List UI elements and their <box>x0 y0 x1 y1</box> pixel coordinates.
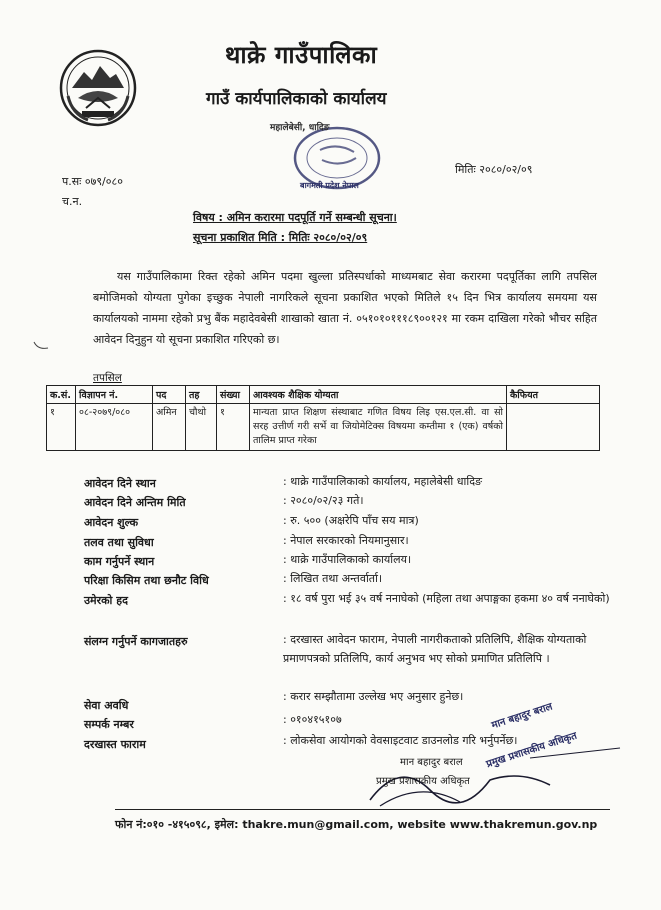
subject-line: विषय : अमिन करारमा पदपूर्ति गर्ने सम्बन्धी सूचना। <box>193 211 397 224</box>
detail-label-form: दरखास्त फाराम <box>84 738 146 751</box>
col-header-sn: क.सं. <box>47 386 76 404</box>
officer-name: मान बहादुर बराल <box>400 757 463 768</box>
detail-label-salary: तलव तथा सुविधा <box>84 536 154 549</box>
cell-qualification: मान्यता प्राप्त शिक्षण संस्थाबाट गणित विषय लिइ एस.एल.सी. वा सो सरह उत्तीर्ण गरी सर्भे वा जियोमेटिक्स विषयमा कम्तीमा १ (एक) वर्षको तालिम प्राप्त गरेका <box>250 404 507 451</box>
detail-value-age-limit: : १८ वर्ष पुरा भई ३५ वर्ष ननाघेको (महिला तथा अपाङ्गका हकमा ४० वर्ष ननाघेको) <box>283 592 610 605</box>
stamp-text-line2: बागमती प्रदेश नेपाल <box>300 181 359 190</box>
detail-label-documents: संलग्न गर्नुपर्ने कागजातहरु <box>84 635 188 648</box>
office-title: थाक्रे गाउँपालिका <box>225 41 378 69</box>
detail-value-exam-method: : लिखित तथा अन्तर्वार्ता। <box>283 572 383 585</box>
detail-label-contact: सम्पर्क नम्बर <box>84 718 134 731</box>
detail-label-exam-method: परिक्षा किसिम तथा छनौट विधि <box>84 574 209 587</box>
stamp-text-line1: महालेबेसी, धादिङ <box>270 123 330 133</box>
detail-label-service-period: सेवा अवधि <box>84 699 129 712</box>
col-header-remarks: कैफियत <box>507 386 600 404</box>
col-header-post: पद <box>153 386 186 404</box>
col-header-level: तह <box>186 386 217 404</box>
office-subtitle: गाउँ कार्यपालिकाको कार्यालय <box>206 89 387 109</box>
detail-label-work-place: काम गर्नुपर्ने स्थान <box>84 555 155 568</box>
detail-value-fee: : रु. ५०० (अक्षरेपि पाँच सय मात्र) <box>283 514 419 527</box>
letter-date: मितिः २०८०/०२/०९ <box>455 163 533 176</box>
detail-label-deadline: आवेदन दिने अन्तिम मिति <box>84 496 186 509</box>
detail-value-deadline: : २०८०/०२/२३ गते। <box>283 494 364 507</box>
footer-contact: फोन नं:०१० -४१५०९८, इमेल: thakre.mun@gmail.com, website www.thakremun.gov.np <box>115 818 598 831</box>
detail-value-salary: : नेपाल सरकारको नियमानुसार। <box>283 534 409 547</box>
cell-remarks <box>507 404 600 451</box>
detail-label-age-limit: उमेरको हद <box>84 594 128 607</box>
cell-post: अमिन <box>153 404 186 451</box>
detail-label-apply-place: आवेदन दिने स्थान <box>84 477 156 490</box>
table-header-row <box>47 386 600 404</box>
col-header-ad-no: विज्ञापन नं. <box>76 386 153 404</box>
stamp-officer-name: मान बहादुर बराल <box>490 701 554 732</box>
margin-mark-icon <box>32 338 52 354</box>
vacancy-table <box>46 385 600 451</box>
detail-value-service-period: : करार सम्झौतामा उल्लेख भए अनुसार हुनेछ। <box>283 690 464 703</box>
col-header-qualification: आवश्यक शैक्षिक योग्यता <box>250 386 507 404</box>
detail-label-fee: आवेदन शुल्क <box>84 516 139 529</box>
table-row <box>47 404 600 451</box>
officer-designation: प्रमुख प्रशासकीय अधिकृत <box>376 776 470 787</box>
cell-count: १ <box>217 404 250 451</box>
nepal-emblem-icon <box>58 48 138 128</box>
footer-divider <box>115 809 610 810</box>
publish-date-line: सूचना प्रकाशित मिति : मितिः २०८०/०२/०९ <box>193 231 368 244</box>
col-header-count: संख्या <box>217 386 250 404</box>
detail-value-apply-place: : थाक्रे गाउँपालिकाको कार्यालय, महालेबेसी धादिङ <box>283 475 483 488</box>
detail-value-contact: : ०१०४१५१०७ <box>283 713 342 726</box>
detail-value-documents: : दरखास्त आवेदन फाराम, नेपाली नागरीकताको प्रतिलिपि, शैक्षिक योग्यताको प्रमाणपत्रको प्रतिलिपि, कार्य अनुभव भए सोको प्रमाणित प्रतिलिपि । <box>283 633 587 665</box>
tapasil-heading: तपसिल <box>93 372 122 384</box>
dispatch-number: च.न. <box>62 195 83 208</box>
cell-level: चौथो <box>186 404 217 451</box>
stamp-officer-designation: प्रमुख प्रशासकीय अधिकृत <box>485 730 579 771</box>
cell-ad-no: ०८-२०७९/०८० <box>76 404 153 451</box>
letter-ref-number: प.सः ०७९/०८० <box>62 175 123 188</box>
detail-value-form: : लोकसेवा आयोगको वेवसाइटवाट डाउनलोड गरि भर्नुपर्नेछ। <box>283 734 518 747</box>
notice-body: यस गाउँपालिकामा रिक्त रहेको अमिन पदमा खुल्ला प्रतिस्पर्धाको माध्यमबाट सेवा करारमा पदपूर्तिका लागि तपसिल बमोजिमको योग्यता पुगेका इच्छुक नेपाली नागरिकले सूचना प्रकाशित भएको मितिले १५ दिन भित्र कार्यालय समयमा यस कार्यालयको नाममा रहेको प्रभु बैंक महादेवबेसी शाखाको खाता नं. ०५१०१०१११८९००१२१ मा रकम दाखिला गरेको भौचर सहित आवेदन दिनुहुन यो सूचना प्रकाशित गरिएको छ। <box>93 270 597 346</box>
detail-value-work-place: : थाक्रे गाउँपालिकाको कार्यालय। <box>283 553 412 566</box>
cell-sn: १ <box>47 404 76 451</box>
